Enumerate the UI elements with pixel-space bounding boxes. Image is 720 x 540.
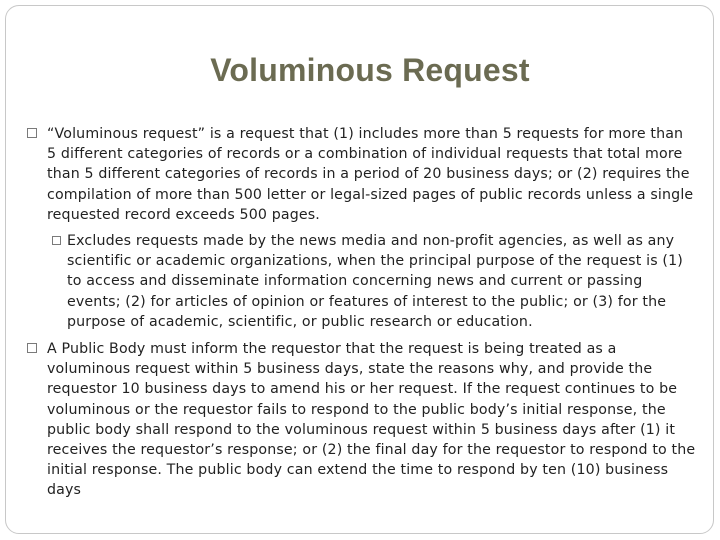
bullet-text: “Voluminous request” is a request that (1) includes more than 5 requests for more than 5 different categories of records or a combination of individual requests that total more than 5 different categories of records in a period of 20 business days; or (2) requires the compilation of more than 500 letter or legal-sized pages of public records unless a single requested record exceeds 500 pages.: [47, 126, 694, 223]
bullet-public-body-response: [47, 339, 697, 501]
sub-bullet-exclusions: [67, 231, 697, 332]
bullet-square-icon: [27, 128, 37, 138]
bullet-square-icon: [52, 236, 61, 245]
slide-title: Voluminous Request: [210, 52, 530, 88]
bullet-square-icon: [27, 343, 37, 353]
bullet-voluminous-definition: [47, 124, 697, 225]
bullet-text: A Public Body must inform the requestor that the request is being treated as a voluminous request within 5 business days, state the reasons why, and provide the requestor 10 business days to amend his or her request. If the request continues to be voluminous or the requestor fails to respond to the public body’s initial response, the public body shall respond to the voluminous request within 5 business days after (1) it receives the requestor’s response; or (2) the final day for the requestor to respond to the initial response. The public body can extend the time to respond by ten (10) business days: [47, 341, 696, 499]
sub-bullet-text: Excludes requests made by the news media and non-profit agencies, as well as any scientific or academic organizations, when the principal purpose of the request is (1) to access and disseminate information concerning news and current or passing events; (2) for articles of opinion or features of interest to the public; or (3) for the purpose of academic, scientific, or public research or education.: [67, 233, 683, 330]
